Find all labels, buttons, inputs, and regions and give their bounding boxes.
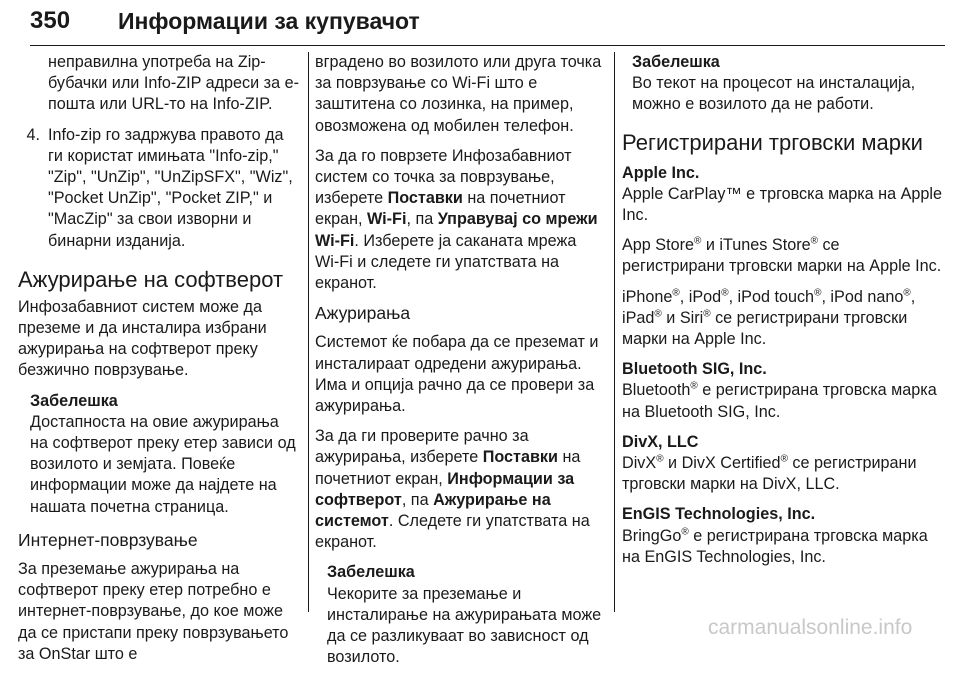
trademark-apple bbox=[622, 163, 944, 227]
text-run: , па bbox=[406, 210, 438, 229]
note-text: Достапноста на овие ажурирања на софтверот преку етер зависи од возилото и земјата. Повеќе информации може да најдете на нашата почетна страница. bbox=[30, 412, 296, 516]
menu-term-settings: Поставки bbox=[482, 448, 558, 467]
registered-mark: ® bbox=[814, 287, 822, 299]
page-number: 350 bbox=[30, 7, 71, 34]
continuation-paragraph: неправилна употреба на Zip-бубачки или Info-ZIP адреси за е-пошта или URL-то на Info-ZIP. bbox=[48, 53, 300, 114]
text-run: и iTunes Store bbox=[701, 236, 811, 255]
menu-term-system-update: Ажурирање на системот bbox=[315, 490, 551, 531]
section-title-trademarks: Регистрирани трговски марки bbox=[622, 129, 923, 155]
subsection-title-updates: Ажурирања bbox=[315, 303, 411, 324]
trademark-text bbox=[622, 453, 944, 495]
trademark-text bbox=[622, 526, 944, 568]
trademark-text: Apple CarPlay™ е трговска марка на Apple Inc. bbox=[622, 184, 942, 225]
list-number: 4. bbox=[26, 125, 40, 144]
text-run: е регистрирана трговска марка на Bluetooth SIG, Inc. bbox=[622, 381, 937, 421]
note-title: Забелешка bbox=[632, 53, 720, 71]
list-text: Info-zip го задржува правото да ги користат имињата "Info-zip," "Zip", "UnZip", "UnZipSFX", "Wiz", "Pocket UnZip", "Pocket ZIP," и "MacZip" за свои изворни и бинарни изданија. bbox=[48, 125, 293, 250]
text-run: , iPod nano bbox=[821, 287, 904, 306]
registered-mark: ® bbox=[780, 453, 788, 465]
subsection-paragraph: За преземање ажурирања на софтверот преку етер потребно е интернет-поврзување, до кое може да се пристапи преку поврзувањето за OnStar што е bbox=[18, 560, 289, 663]
note-block bbox=[18, 391, 300, 518]
trademark-text bbox=[622, 380, 944, 422]
trademark-divx bbox=[622, 432, 944, 496]
trademark-owner: DivX, LLC bbox=[622, 432, 699, 451]
text-run: Bluetooth bbox=[622, 381, 691, 400]
trademark-iphone bbox=[622, 287, 944, 351]
text-run: DivX bbox=[622, 454, 657, 473]
text-run: , iPod bbox=[679, 287, 722, 306]
registered-mark: ® bbox=[694, 235, 702, 247]
registered-mark: ® bbox=[903, 287, 911, 299]
registered-mark: ® bbox=[654, 308, 662, 320]
text-run: е регистрирана трговска марка на EnGIS Technologies, Inc. bbox=[622, 526, 928, 566]
text-run: iPhone bbox=[622, 287, 673, 306]
trademark-appstore bbox=[622, 235, 944, 277]
text-run: . Изберете ја саканата мрежа Wi-Fi и следете ги упатствата на екранот. bbox=[315, 231, 577, 293]
menu-term-wifi: Wi-Fi bbox=[367, 210, 407, 229]
note-block bbox=[622, 52, 944, 116]
column-2 bbox=[315, 52, 605, 680]
registered-mark: ® bbox=[690, 381, 698, 393]
registered-mark: ® bbox=[681, 526, 689, 538]
text-run: За да ги проверите рачно за ажурирања, изберете bbox=[315, 427, 529, 467]
text-run: За да го поврзете Инфозабавниот систем со точка за поврзување, изберете bbox=[315, 146, 572, 208]
column-1 bbox=[18, 52, 300, 674]
subsection-title-internet: Интернет-поврзување bbox=[18, 529, 198, 550]
trademark-owner: EnGIS Technologies, Inc. bbox=[622, 505, 816, 524]
registered-mark: ® bbox=[810, 235, 818, 247]
column-divider-1 bbox=[308, 52, 309, 612]
text-run: , iPad bbox=[622, 287, 916, 327]
registered-mark: ® bbox=[672, 287, 680, 299]
text-run: , па bbox=[401, 490, 434, 509]
trademark-owner: Apple Inc. bbox=[622, 163, 700, 182]
watermark-text: carmanualsonline.info bbox=[708, 616, 913, 639]
list-item-4 bbox=[18, 125, 300, 252]
registered-mark: ® bbox=[703, 308, 711, 320]
note-title: Забелешка bbox=[30, 391, 118, 410]
column-3 bbox=[622, 52, 944, 577]
text-run: се регистрирани трговски марки на Apple Inc. bbox=[622, 308, 908, 349]
registered-mark: ® bbox=[656, 453, 664, 465]
menu-term-settings: Поставки bbox=[387, 189, 463, 208]
note-text: Чекорите за преземање и инсталирање на ажурирањата може да се разликуваат во зависност од возилото. bbox=[327, 584, 602, 667]
trademark-owner: Bluetooth SIG, Inc. bbox=[622, 360, 767, 379]
text-run: BringGo bbox=[622, 526, 682, 545]
paragraph-wifi-continuation: вградено во возилото или друга точка за поврзување со Wi-Fi што е заштитена со лозинка, на пример, овозможена од мобилен телефон. bbox=[315, 53, 602, 135]
trademark-bluetooth bbox=[622, 359, 944, 423]
section-title-software-update: Ажурирање на софтверот bbox=[18, 266, 284, 292]
text-run: , iPod touch bbox=[728, 287, 815, 306]
text-run: App Store bbox=[622, 236, 694, 255]
text-run: и Siri bbox=[661, 308, 704, 327]
text-run: и DivX Certified bbox=[663, 454, 781, 473]
text-run: се регистрирани трговски марки на DivX, LLC. bbox=[622, 454, 917, 494]
text-run: на почетниот екран, bbox=[315, 448, 581, 488]
text-run: се регистрирани трговски марки на Apple Inc. bbox=[622, 236, 942, 276]
header-rule bbox=[30, 45, 945, 46]
paragraph-manual-check bbox=[315, 426, 605, 553]
note-text: Во текот на процесот на инсталација, можно е возилото да не работи. bbox=[632, 74, 916, 114]
trademark-engis bbox=[622, 504, 944, 568]
paragraph-updates: Системот ќе побара да се преземат и инсталираат одредени ажурирања. Има и опција рачно да се провери за ажурирања. bbox=[315, 333, 599, 416]
paragraph-connect-instructions bbox=[315, 146, 605, 294]
registered-mark: ® bbox=[721, 287, 729, 299]
section-paragraph: Инфозабавниот систем може да преземе и да инсталира избрани ажурирања на софтверот преку безжично поврзување. bbox=[18, 297, 267, 380]
menu-term-software-info: Информации за софтверот bbox=[315, 469, 575, 509]
note-title: Забелешка bbox=[327, 563, 415, 582]
text-run: на почетниот екран, bbox=[315, 189, 566, 229]
menu-term-manage-wifi: Управувај со мрежи Wi-Fi bbox=[315, 210, 598, 250]
page-header-title: Информации за купувачот bbox=[118, 8, 420, 34]
column-divider-2 bbox=[614, 52, 615, 612]
text-run: . Следете ги упатствата на екранот. bbox=[315, 512, 590, 552]
note-block bbox=[315, 562, 605, 668]
